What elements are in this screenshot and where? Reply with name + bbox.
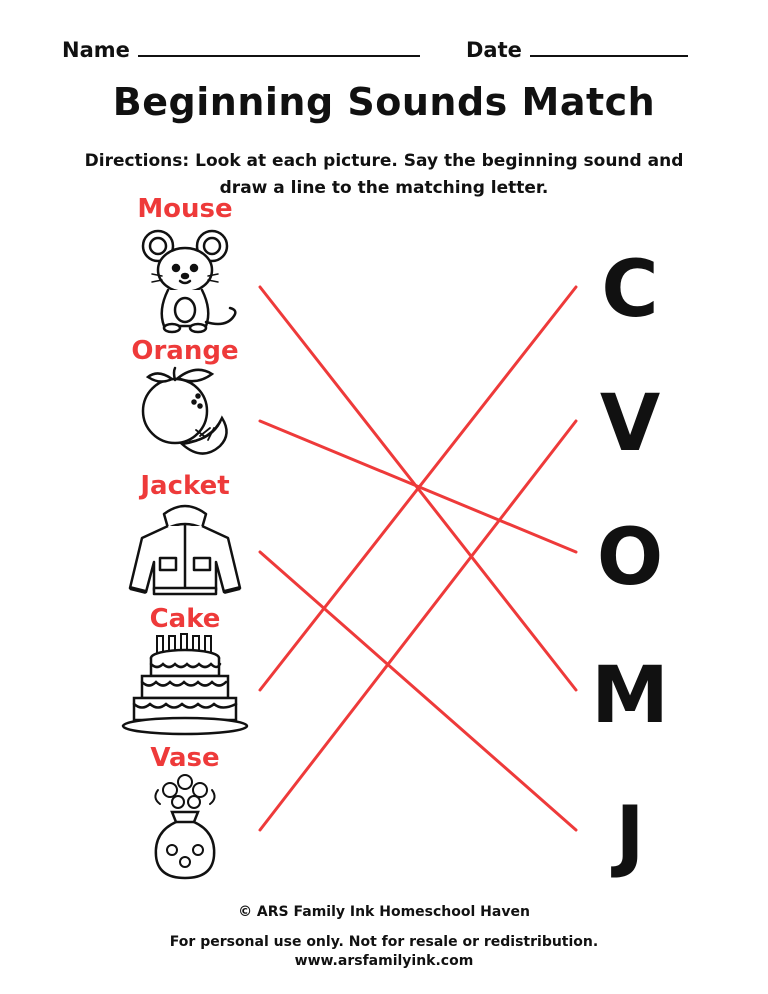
usage-notice: For personal use only. Not for resale or redistribution. (169, 934, 599, 950)
match-line-jacket-j (260, 552, 576, 830)
match-line-cake-c (260, 287, 576, 690)
worksheet-title: Beginning Sounds Match (112, 80, 656, 124)
letter-c[interactable]: C (601, 245, 659, 335)
website-link[interactable]: www.arsfamilyink.com (294, 953, 474, 969)
letter-j[interactable]: J (615, 791, 645, 881)
name-label: Name (62, 38, 130, 62)
date-blank-line[interactable] (530, 51, 688, 57)
word-jacket: Jacket (140, 471, 230, 501)
date-field[interactable] (466, 38, 688, 62)
copyright-text: © ARS Family Ink Homeschool Haven (238, 904, 530, 920)
match-line-vase-v (260, 421, 576, 830)
name-field[interactable] (62, 38, 420, 62)
jacket-icon (120, 500, 250, 610)
cake-icon (120, 632, 250, 742)
match-line-mouse-m (260, 287, 576, 690)
word-orange: Orange (131, 336, 239, 366)
word-mouse: Mouse (137, 194, 233, 224)
directions-text: Directions: Look at each picture. Say the beginning sound and draw a line to the matching letter. (84, 151, 684, 198)
name-blank-line[interactable] (138, 51, 420, 57)
date-label: Date (466, 38, 522, 62)
letter-o[interactable]: O (596, 513, 664, 603)
vase-icon (120, 772, 250, 882)
word-vase: Vase (150, 743, 220, 773)
match-line-orange-o (260, 421, 576, 552)
mouse-icon (120, 226, 250, 336)
letter-m[interactable]: M (591, 651, 669, 741)
word-cake: Cake (149, 604, 221, 634)
orange-icon (120, 366, 250, 476)
letter-v[interactable]: V (599, 379, 661, 469)
